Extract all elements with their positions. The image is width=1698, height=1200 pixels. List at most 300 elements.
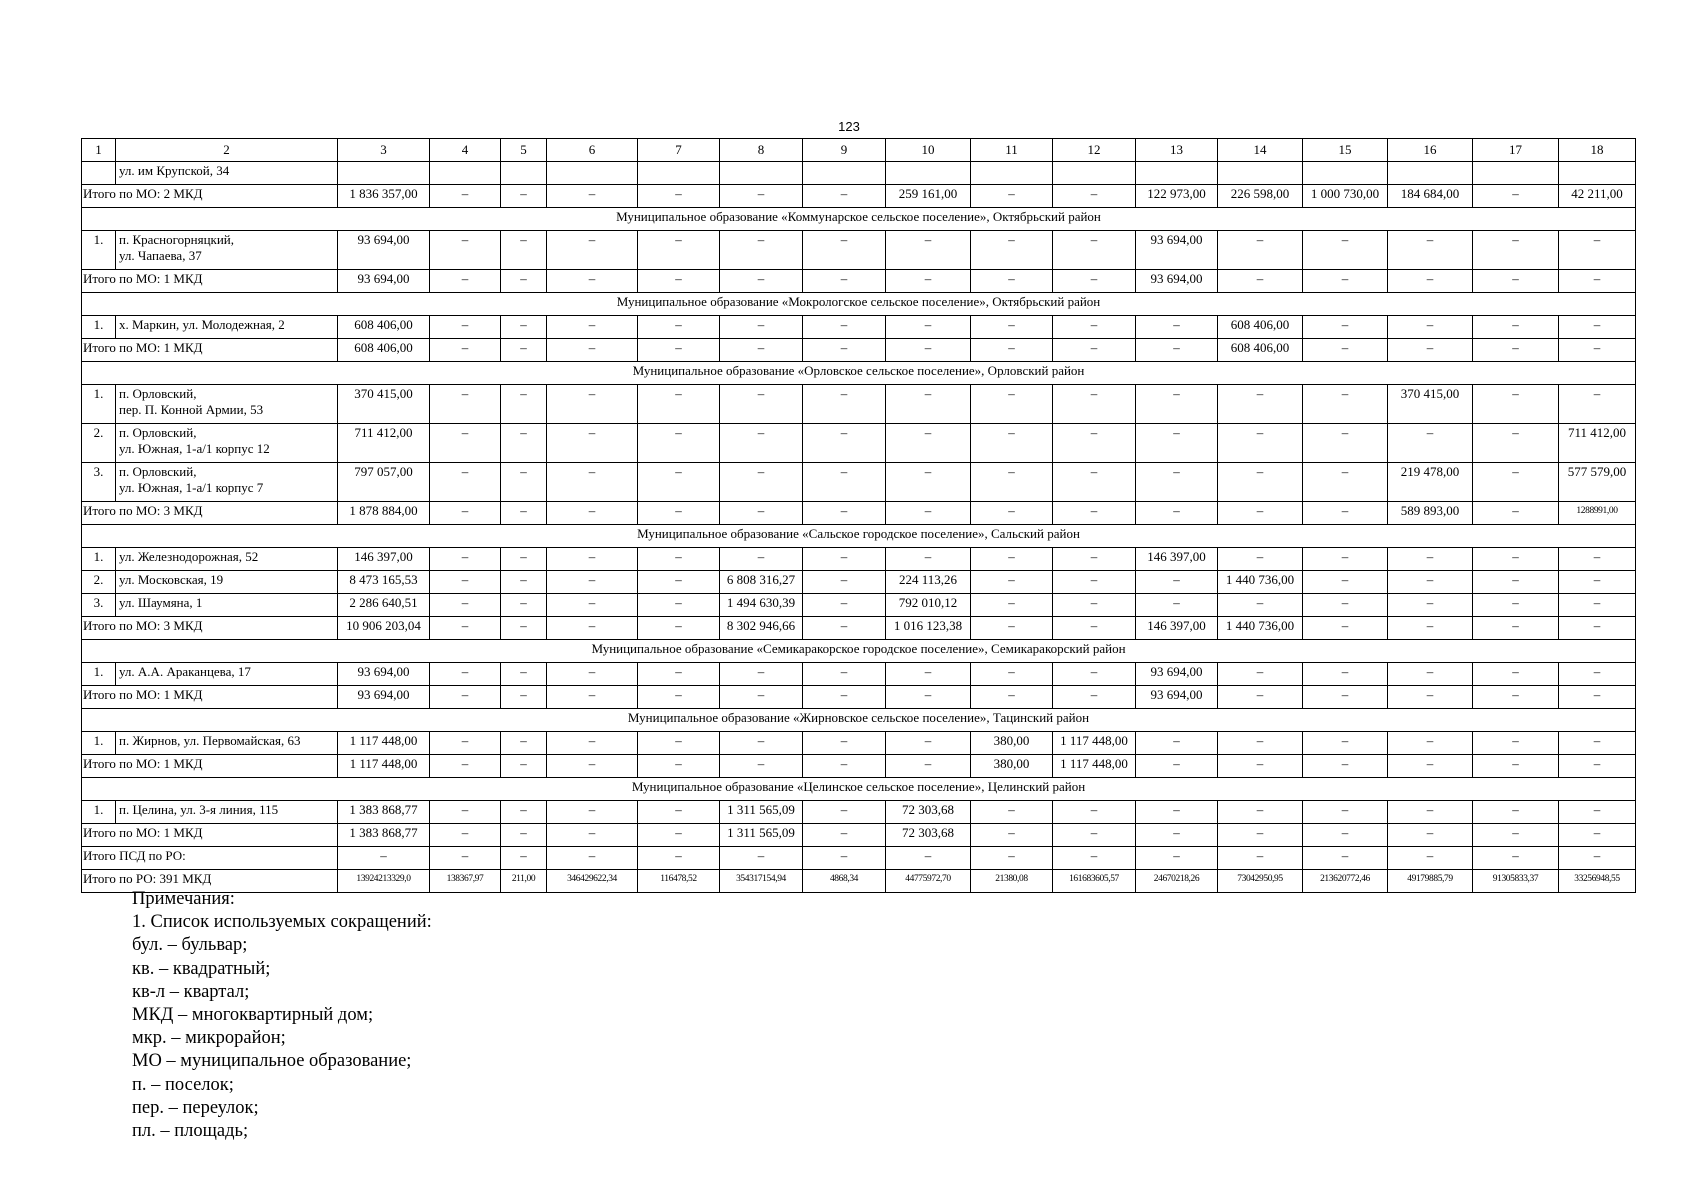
total-cell: – bbox=[638, 270, 720, 293]
total-cell: 8 302 946,66 bbox=[720, 617, 803, 640]
total-row bbox=[82, 847, 1636, 870]
value-cell: – bbox=[803, 316, 886, 339]
value-cell: – bbox=[501, 732, 547, 755]
total-cell: – bbox=[803, 686, 886, 709]
total-cell: – bbox=[430, 185, 501, 208]
total-cell: – bbox=[803, 502, 886, 525]
total-cell: – bbox=[971, 185, 1053, 208]
value-cell: 370 415,00 bbox=[1388, 385, 1473, 424]
value-cell: – bbox=[1473, 231, 1559, 270]
address-cell: ул. Московская, 19 bbox=[116, 571, 338, 594]
value-cell: – bbox=[1218, 663, 1303, 686]
value-cell: – bbox=[547, 231, 638, 270]
total-cell: 93 694,00 bbox=[338, 270, 430, 293]
value-cell: – bbox=[971, 663, 1053, 686]
value-cell: – bbox=[1218, 424, 1303, 463]
value-cell bbox=[501, 162, 547, 185]
total-cell: – bbox=[886, 847, 971, 870]
total-cell: – bbox=[1303, 617, 1388, 640]
total-cell: 4868,34 bbox=[803, 870, 886, 893]
value-cell: – bbox=[1303, 424, 1388, 463]
total-cell: – bbox=[971, 270, 1053, 293]
total-cell: – bbox=[1136, 339, 1218, 362]
row-number bbox=[82, 162, 116, 185]
total-cell: – bbox=[1303, 847, 1388, 870]
total-cell: 1 311 565,09 bbox=[720, 824, 803, 847]
note-line: бул. – бульвар; bbox=[132, 935, 248, 956]
value-cell: – bbox=[547, 571, 638, 594]
value-cell: – bbox=[886, 385, 971, 424]
value-cell bbox=[720, 162, 803, 185]
total-cell: – bbox=[638, 617, 720, 640]
value-cell: – bbox=[1218, 385, 1303, 424]
total-cell: – bbox=[1053, 339, 1136, 362]
total-cell: 73042950,95 bbox=[1218, 870, 1303, 893]
total-cell: – bbox=[971, 824, 1053, 847]
note-line: п. – поселок; bbox=[132, 1074, 234, 1095]
value-cell: – bbox=[971, 463, 1053, 502]
value-cell bbox=[1388, 162, 1473, 185]
table-row bbox=[82, 594, 1636, 617]
total-cell: – bbox=[1053, 617, 1136, 640]
header-cell: 14 bbox=[1218, 139, 1303, 162]
total-cell: 91305833,37 bbox=[1473, 870, 1559, 893]
total-cell: – bbox=[1559, 617, 1636, 640]
value-cell: – bbox=[430, 571, 501, 594]
row-number: 1. bbox=[82, 801, 116, 824]
value-cell: – bbox=[803, 231, 886, 270]
value-cell: – bbox=[430, 732, 501, 755]
value-cell: – bbox=[803, 732, 886, 755]
value-cell: 72 303,68 bbox=[886, 801, 971, 824]
value-cell: – bbox=[1303, 663, 1388, 686]
total-cell: 346429622,34 bbox=[547, 870, 638, 893]
total-cell: – bbox=[1473, 847, 1559, 870]
total-row bbox=[82, 755, 1636, 778]
value-cell: – bbox=[501, 571, 547, 594]
total-cell: 1 117 448,00 bbox=[338, 755, 430, 778]
value-cell: 1 117 448,00 bbox=[1053, 732, 1136, 755]
value-cell: – bbox=[1559, 385, 1636, 424]
note-line: Примечания: bbox=[132, 889, 235, 909]
value-cell: 2 286 640,51 bbox=[338, 594, 430, 617]
value-cell: – bbox=[1473, 385, 1559, 424]
section-title: Муниципальное образование «Целинское сельское поселение», Целинский район bbox=[82, 778, 1636, 801]
total-cell: 1 836 357,00 bbox=[338, 185, 430, 208]
row-number: 1. bbox=[82, 732, 116, 755]
address-cell: п. Красногорняцкий, ул. Чапаева, 37 bbox=[116, 231, 338, 270]
value-cell: – bbox=[1559, 594, 1636, 617]
value-cell: – bbox=[1559, 548, 1636, 571]
address-cell: ул. Шаумяна, 1 bbox=[116, 594, 338, 617]
value-cell bbox=[1136, 162, 1218, 185]
value-cell: – bbox=[971, 548, 1053, 571]
note-line: 1. Список используемых сокращений: bbox=[132, 912, 432, 933]
value-cell bbox=[547, 162, 638, 185]
value-cell: – bbox=[430, 801, 501, 824]
total-cell: – bbox=[547, 617, 638, 640]
value-cell: – bbox=[1136, 424, 1218, 463]
value-cell: – bbox=[638, 732, 720, 755]
total-cell: – bbox=[638, 339, 720, 362]
table-row bbox=[82, 231, 1636, 270]
value-cell: – bbox=[803, 548, 886, 571]
value-cell: 1 117 448,00 bbox=[338, 732, 430, 755]
value-cell: 93 694,00 bbox=[1136, 231, 1218, 270]
value-cell: – bbox=[1559, 316, 1636, 339]
total-cell: 138367,97 bbox=[430, 870, 501, 893]
total-cell: – bbox=[720, 270, 803, 293]
value-cell: 711 412,00 bbox=[1559, 424, 1636, 463]
total-cell: – bbox=[1303, 755, 1388, 778]
value-cell: – bbox=[1053, 571, 1136, 594]
value-cell: – bbox=[1136, 463, 1218, 502]
row-number: 2. bbox=[82, 424, 116, 463]
value-cell: – bbox=[1053, 594, 1136, 617]
total-cell: – bbox=[501, 755, 547, 778]
total-label: Итого по МО: 1 МКД bbox=[82, 339, 338, 362]
total-row bbox=[82, 686, 1636, 709]
total-cell: 116478,52 bbox=[638, 870, 720, 893]
value-cell: – bbox=[720, 463, 803, 502]
table-row bbox=[82, 463, 1636, 502]
value-cell: – bbox=[1136, 801, 1218, 824]
total-cell: – bbox=[971, 502, 1053, 525]
value-cell: – bbox=[803, 594, 886, 617]
total-cell: – bbox=[1388, 824, 1473, 847]
header-cell: 18 bbox=[1559, 139, 1636, 162]
value-cell: – bbox=[501, 801, 547, 824]
table-row bbox=[82, 385, 1636, 424]
value-cell: – bbox=[430, 231, 501, 270]
row-number: 1. bbox=[82, 548, 116, 571]
total-cell: – bbox=[1388, 339, 1473, 362]
total-cell: 1 117 448,00 bbox=[1053, 755, 1136, 778]
value-cell: – bbox=[501, 663, 547, 686]
value-cell: – bbox=[803, 663, 886, 686]
total-label: Итого по РО: 391 МКД bbox=[82, 870, 338, 893]
total-row bbox=[82, 339, 1636, 362]
total-cell: – bbox=[1053, 686, 1136, 709]
value-cell: – bbox=[1303, 732, 1388, 755]
value-cell bbox=[1303, 162, 1388, 185]
total-cell: – bbox=[1218, 755, 1303, 778]
value-cell: – bbox=[971, 316, 1053, 339]
value-cell: – bbox=[1473, 571, 1559, 594]
total-cell: – bbox=[501, 824, 547, 847]
total-label: Итого по МО: 1 МКД bbox=[82, 270, 338, 293]
total-cell: 146 397,00 bbox=[1136, 617, 1218, 640]
total-cell: – bbox=[1473, 185, 1559, 208]
value-cell: – bbox=[1559, 663, 1636, 686]
value-cell: – bbox=[1473, 663, 1559, 686]
total-cell: – bbox=[720, 339, 803, 362]
table-row bbox=[82, 548, 1636, 571]
total-label: Итого ПСД по РО: bbox=[82, 847, 338, 870]
value-cell: – bbox=[1559, 231, 1636, 270]
value-cell: – bbox=[430, 424, 501, 463]
value-cell: 219 478,00 bbox=[1388, 463, 1473, 502]
value-cell: – bbox=[547, 316, 638, 339]
value-cell: – bbox=[886, 548, 971, 571]
address-cell: п. Жирнов, ул. Первомайская, 63 bbox=[116, 732, 338, 755]
total-cell: – bbox=[1559, 686, 1636, 709]
value-cell: 577 579,00 bbox=[1559, 463, 1636, 502]
total-cell: – bbox=[547, 339, 638, 362]
total-cell: 213620772,46 bbox=[1303, 870, 1388, 893]
total-cell: – bbox=[501, 847, 547, 870]
total-cell: – bbox=[547, 502, 638, 525]
address-cell: п. Орловский, пер. П. Конной Армии, 53 bbox=[116, 385, 338, 424]
value-cell: – bbox=[720, 385, 803, 424]
total-cell: – bbox=[1388, 847, 1473, 870]
value-cell: – bbox=[638, 801, 720, 824]
total-cell: – bbox=[1559, 847, 1636, 870]
total-cell: – bbox=[1388, 617, 1473, 640]
total-cell: – bbox=[1136, 755, 1218, 778]
total-cell: – bbox=[720, 502, 803, 525]
value-cell: – bbox=[971, 231, 1053, 270]
address-cell: п. Орловский, ул. Южная, 1-а/1 корпус 12 bbox=[116, 424, 338, 463]
total-cell: 226 598,00 bbox=[1218, 185, 1303, 208]
value-cell: – bbox=[638, 424, 720, 463]
value-cell: – bbox=[501, 463, 547, 502]
value-cell: – bbox=[1218, 732, 1303, 755]
total-cell: 608 406,00 bbox=[338, 339, 430, 362]
total-cell: – bbox=[638, 824, 720, 847]
total-cell: – bbox=[547, 185, 638, 208]
value-cell bbox=[338, 162, 430, 185]
total-cell: 259 161,00 bbox=[886, 185, 971, 208]
section-title: Муниципальное образование «Сальское городское поселение», Сальский район bbox=[82, 525, 1636, 548]
value-cell: – bbox=[1388, 663, 1473, 686]
value-cell: – bbox=[1473, 594, 1559, 617]
total-row bbox=[82, 824, 1636, 847]
section-row bbox=[82, 362, 1636, 385]
value-cell: – bbox=[1473, 463, 1559, 502]
section-row bbox=[82, 709, 1636, 732]
address-cell: х. Маркин, ул. Молодежная, 2 bbox=[116, 316, 338, 339]
total-cell: – bbox=[803, 755, 886, 778]
value-cell: – bbox=[547, 663, 638, 686]
value-cell: – bbox=[1303, 571, 1388, 594]
note-line: МО – муниципальное образование; bbox=[132, 1051, 412, 1072]
total-cell: – bbox=[1388, 755, 1473, 778]
total-label: Итого по МО: 3 МКД bbox=[82, 502, 338, 525]
total-cell: – bbox=[720, 847, 803, 870]
value-cell: – bbox=[1559, 801, 1636, 824]
value-cell: – bbox=[886, 663, 971, 686]
value-cell: – bbox=[1559, 732, 1636, 755]
total-cell: – bbox=[1303, 270, 1388, 293]
total-label: Итого по МО: 1 МКД bbox=[82, 755, 338, 778]
header-cell: 16 bbox=[1388, 139, 1473, 162]
total-cell: – bbox=[501, 339, 547, 362]
value-cell: – bbox=[638, 571, 720, 594]
header-cell: 12 bbox=[1053, 139, 1136, 162]
value-cell: 1 383 868,77 bbox=[338, 801, 430, 824]
total-cell: – bbox=[971, 686, 1053, 709]
value-cell: 1 494 630,39 bbox=[720, 594, 803, 617]
value-cell: – bbox=[971, 801, 1053, 824]
value-cell: – bbox=[430, 663, 501, 686]
value-cell: – bbox=[720, 316, 803, 339]
total-cell: – bbox=[547, 824, 638, 847]
total-cell: 24670218,26 bbox=[1136, 870, 1218, 893]
value-cell: – bbox=[1136, 571, 1218, 594]
note-line: мкр. – микрорайон; bbox=[132, 1028, 286, 1049]
row-number: 3. bbox=[82, 463, 116, 502]
value-cell: – bbox=[886, 424, 971, 463]
total-cell: – bbox=[547, 270, 638, 293]
value-cell: – bbox=[638, 463, 720, 502]
header-cell: 4 bbox=[430, 139, 501, 162]
value-cell: – bbox=[1473, 548, 1559, 571]
value-cell: – bbox=[1303, 594, 1388, 617]
total-cell: – bbox=[1303, 502, 1388, 525]
section-title: Муниципальное образование «Семикаракорское городское поселение», Семикаракорский район bbox=[82, 640, 1636, 663]
value-cell: – bbox=[971, 571, 1053, 594]
total-row bbox=[82, 185, 1636, 208]
value-cell: – bbox=[971, 424, 1053, 463]
total-cell: – bbox=[547, 686, 638, 709]
total-cell: – bbox=[1053, 185, 1136, 208]
value-cell: – bbox=[501, 385, 547, 424]
value-cell: 711 412,00 bbox=[338, 424, 430, 463]
value-cell: – bbox=[720, 732, 803, 755]
total-cell: – bbox=[430, 339, 501, 362]
total-cell: – bbox=[803, 339, 886, 362]
value-cell: 1 440 736,00 bbox=[1218, 571, 1303, 594]
header-cell: 2 bbox=[116, 139, 338, 162]
value-cell: – bbox=[1473, 424, 1559, 463]
total-cell: 161683605,57 bbox=[1053, 870, 1136, 893]
row-number: 3. bbox=[82, 594, 116, 617]
total-cell: – bbox=[430, 847, 501, 870]
total-cell: – bbox=[430, 502, 501, 525]
value-cell: – bbox=[720, 548, 803, 571]
total-cell: – bbox=[1473, 270, 1559, 293]
note-line: МКД – многоквартирный дом; bbox=[132, 1005, 374, 1026]
value-cell: – bbox=[1388, 316, 1473, 339]
row-number: 1. bbox=[82, 385, 116, 424]
value-cell: – bbox=[1388, 548, 1473, 571]
address-cell: ул. Железнодорожная, 52 bbox=[116, 548, 338, 571]
total-cell: – bbox=[638, 502, 720, 525]
total-label: Итого по МО: 3 МКД bbox=[82, 617, 338, 640]
total-cell: – bbox=[886, 270, 971, 293]
value-cell: – bbox=[1303, 801, 1388, 824]
value-cell: – bbox=[803, 571, 886, 594]
total-cell: – bbox=[430, 270, 501, 293]
total-cell: – bbox=[1218, 502, 1303, 525]
value-cell bbox=[1053, 162, 1136, 185]
section-title: Муниципальное образование «Коммунарское сельское поселение», Октябрьский район bbox=[82, 208, 1636, 231]
total-cell: – bbox=[1053, 824, 1136, 847]
value-cell: 224 113,26 bbox=[886, 571, 971, 594]
header-cell: 11 bbox=[971, 139, 1053, 162]
section-row bbox=[82, 293, 1636, 316]
section-title: Муниципальное образование «Жирновское сельское поселение», Тацинский район bbox=[82, 709, 1636, 732]
value-cell: – bbox=[1218, 801, 1303, 824]
total-cell: – bbox=[1473, 755, 1559, 778]
value-cell: – bbox=[1388, 571, 1473, 594]
value-cell: – bbox=[501, 231, 547, 270]
total-cell: – bbox=[1388, 686, 1473, 709]
value-cell: – bbox=[886, 732, 971, 755]
value-cell: – bbox=[1303, 316, 1388, 339]
total-cell: – bbox=[638, 847, 720, 870]
note-line: кв-л – квартал; bbox=[132, 981, 250, 1002]
header-cell: 10 bbox=[886, 139, 971, 162]
table-row bbox=[82, 571, 1636, 594]
value-cell: – bbox=[638, 594, 720, 617]
total-cell: – bbox=[501, 502, 547, 525]
value-cell: – bbox=[803, 424, 886, 463]
value-cell: – bbox=[430, 385, 501, 424]
section-row bbox=[82, 640, 1636, 663]
total-cell: – bbox=[547, 755, 638, 778]
total-cell: 380,00 bbox=[971, 755, 1053, 778]
total-cell: 1288991,00 bbox=[1559, 502, 1636, 525]
value-cell bbox=[1473, 162, 1559, 185]
value-cell: – bbox=[547, 594, 638, 617]
total-cell: – bbox=[886, 686, 971, 709]
total-cell: – bbox=[1388, 270, 1473, 293]
total-cell: 608 406,00 bbox=[1218, 339, 1303, 362]
value-cell: 146 397,00 bbox=[1136, 548, 1218, 571]
total-cell: – bbox=[886, 502, 971, 525]
total-label: Итого по МО: 2 МКД bbox=[82, 185, 338, 208]
header-cell: 15 bbox=[1303, 139, 1388, 162]
value-cell: – bbox=[720, 424, 803, 463]
value-cell: 6 808 316,27 bbox=[720, 571, 803, 594]
note-line: кв. – квадратный; bbox=[132, 958, 271, 979]
value-cell: – bbox=[638, 231, 720, 270]
total-cell: 122 973,00 bbox=[1136, 185, 1218, 208]
value-cell: – bbox=[501, 548, 547, 571]
value-cell: 93 694,00 bbox=[338, 663, 430, 686]
value-cell: – bbox=[430, 594, 501, 617]
value-cell: 93 694,00 bbox=[338, 231, 430, 270]
value-cell: – bbox=[803, 385, 886, 424]
table-row bbox=[82, 732, 1636, 755]
value-cell: 370 415,00 bbox=[338, 385, 430, 424]
value-cell: – bbox=[1053, 801, 1136, 824]
total-cell: – bbox=[1559, 755, 1636, 778]
value-cell: – bbox=[430, 548, 501, 571]
value-cell: – bbox=[1136, 385, 1218, 424]
row-number: 1. bbox=[82, 663, 116, 686]
total-cell: – bbox=[971, 617, 1053, 640]
value-cell: – bbox=[1473, 732, 1559, 755]
total-cell: 49179885,79 bbox=[1388, 870, 1473, 893]
total-cell: – bbox=[1053, 502, 1136, 525]
value-cell: – bbox=[886, 316, 971, 339]
total-cell: – bbox=[886, 339, 971, 362]
header-row bbox=[82, 139, 1636, 162]
total-cell: 184 684,00 bbox=[1388, 185, 1473, 208]
total-cell: – bbox=[430, 755, 501, 778]
address-cell: п. Целина, ул. 3-я линия, 115 bbox=[116, 801, 338, 824]
total-cell: – bbox=[1303, 686, 1388, 709]
total-cell: – bbox=[886, 755, 971, 778]
value-cell: – bbox=[886, 231, 971, 270]
total-cell: – bbox=[803, 617, 886, 640]
table-row bbox=[82, 663, 1636, 686]
value-cell: – bbox=[1473, 316, 1559, 339]
total-cell: – bbox=[430, 686, 501, 709]
